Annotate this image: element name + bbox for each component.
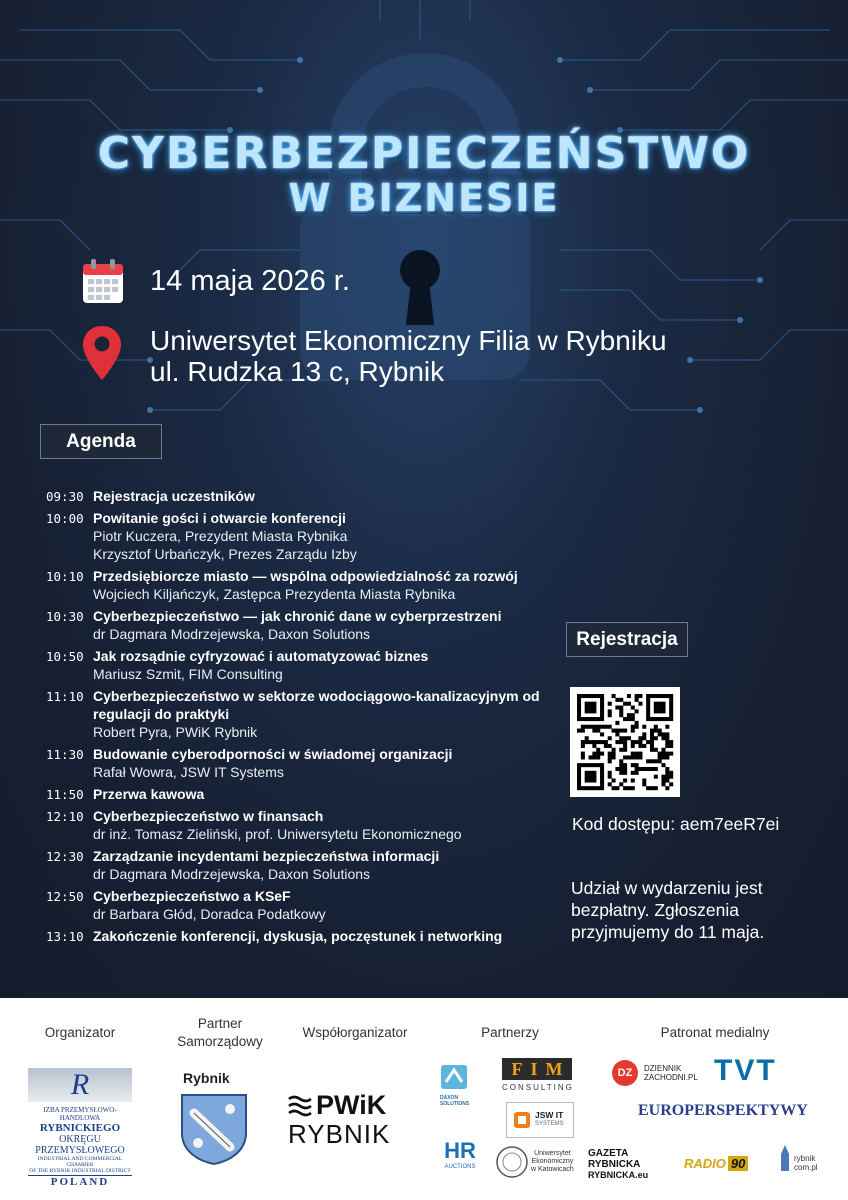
agenda-speaker: Wojciech Kiljańczyk, Zastępca Prezydenta Miasta Rybnika — [93, 586, 456, 602]
partners-label: Partnerzy — [481, 1025, 539, 1040]
agenda-title: Cyberbezpieczeństwo — jak chronić dane w cyberprzestrzeni — [93, 608, 502, 624]
agenda-time: 09:30 — [46, 489, 84, 504]
ue-line: Ekonomiczny — [531, 1158, 574, 1165]
agenda-item — [46, 607, 546, 643]
agenda-speaker: dr Dagmara Modrzejewska, Daxon Solutions — [93, 626, 371, 642]
hr-sub: AUCTIONS — [444, 1164, 476, 1170]
jsw-sub: SYSTEMS — [535, 1121, 564, 1127]
europerspektywy-logo: EUROPERSPEKTYWY — [638, 1102, 808, 1119]
ue-line: Uniwersytet — [534, 1150, 571, 1157]
location-row — [82, 325, 667, 387]
agenda-text — [93, 785, 204, 803]
location-line-2: ul. Rudzka 13 c, Rybnik — [150, 356, 445, 387]
agenda-text — [93, 847, 439, 883]
agenda-title: Powitanie gości i otwarcie konferencji — [93, 510, 346, 526]
agenda-time: 10:50 — [46, 649, 84, 664]
agenda-item — [46, 567, 546, 603]
agenda-time: 11:30 — [46, 747, 84, 762]
agenda-time: 12:50 — [46, 889, 84, 904]
agenda-item — [46, 785, 546, 803]
agenda-time: 10:30 — [46, 609, 84, 624]
agenda-speaker: Rafał Wowra, JSW IT Systems — [93, 764, 284, 780]
agenda-list — [46, 487, 546, 949]
agenda-speaker: Piotr Kuczera, Prezydent Miasta Rybnika — [93, 528, 348, 544]
rybnikcom-line: com.pl — [794, 1163, 818, 1172]
agenda-time: 11:50 — [46, 787, 84, 802]
agenda-text — [93, 567, 518, 603]
agenda-time: 12:10 — [46, 809, 84, 824]
agenda-text — [93, 745, 452, 781]
pwik-line-1: PWiK — [316, 1090, 387, 1120]
izba-line: POLAND — [28, 1175, 132, 1188]
agenda-title: Jak rozsądnie cyfryzować i automatyzować biznes — [93, 648, 429, 664]
izba-line: RYBNICKIEGO — [39, 1122, 121, 1134]
dz-mark: DZ — [612, 1060, 638, 1086]
agenda-item — [46, 509, 546, 563]
fim-logo — [502, 1058, 572, 1092]
izba-line: INDUSTRIAL AND COMMERCIAL CHAMBER — [37, 1156, 123, 1168]
partner-local-label — [170, 1015, 270, 1051]
agenda-title: Budowanie cyberodporności w świadomej organizacji — [93, 746, 453, 762]
agenda-text — [93, 807, 462, 843]
agenda-item — [46, 927, 546, 945]
daxon-logo — [440, 1064, 470, 1110]
location-line-1: Uniwersytet Ekonomiczny Filia w Rybniku — [150, 325, 667, 356]
agenda-speaker: Mariusz Szmit, FIM Consulting — [93, 666, 283, 682]
agenda-title: Cyberbezpieczeństwo a KSeF — [93, 888, 291, 904]
partner-local-label-line-2: Samorządowy — [177, 1034, 263, 1049]
izba-line: OKRĘGU PRZEMYSŁOWEGO — [35, 1134, 125, 1156]
hr-text: HR — [444, 1138, 476, 1163]
event-date: 14 maja 2026 r. — [150, 264, 350, 297]
agenda-time: 10:10 — [46, 569, 84, 584]
agenda-text — [93, 887, 326, 923]
fim-sub: CONSULTING — [502, 1083, 574, 1092]
rybnik-com-logo — [778, 1144, 818, 1172]
rybnikcom-line: rybnik — [794, 1154, 816, 1163]
hr-auctions-logo — [440, 1138, 480, 1170]
gazeta-rybnicka-logo — [588, 1148, 648, 1181]
church-tower-icon — [778, 1144, 792, 1172]
map-pin-icon — [82, 325, 122, 381]
ue-seal-icon — [496, 1146, 528, 1178]
agenda-heading: Agenda — [40, 424, 162, 459]
dziennik-zachodni-logo — [612, 1060, 698, 1086]
agenda-speaker: Krzysztof Urbańczyk, Prezes Zarządu Izby — [93, 546, 357, 562]
rybnik-crest-icon — [180, 1093, 248, 1165]
agenda-text — [93, 687, 546, 741]
gazeta-line: RYBNICKA.eu — [588, 1170, 649, 1180]
calendar-icon — [82, 258, 124, 304]
agenda-text — [93, 647, 428, 683]
agenda-title: Zarządzanie incydentami bezpieczeństwa informacji — [93, 848, 440, 864]
agenda-title: Zakończenie konferencji, dyskusja, poczęstunek i networking — [93, 928, 503, 944]
agenda-speaker: dr Barbara Głód, Doradca Podatkowy — [93, 906, 326, 922]
agenda-time: 13:10 — [46, 929, 84, 944]
agenda-text — [93, 927, 502, 945]
agenda-item — [46, 807, 546, 843]
organizer-label: Organizator — [44, 1025, 116, 1040]
ue-line: w Katowicach — [531, 1166, 574, 1173]
izba-logo — [28, 1068, 132, 1188]
pwik-logo — [288, 1090, 390, 1150]
agenda-item — [46, 647, 546, 683]
title-line-2: W BIZNESIE — [288, 176, 560, 220]
agenda-time: 11:10 — [46, 689, 84, 704]
agenda-time: 10:00 — [46, 511, 84, 526]
agenda-item — [46, 687, 546, 741]
daxon-mark-icon — [440, 1064, 468, 1090]
sponsors-footer — [0, 998, 848, 1200]
daxon-text: DAXON SOLUTIONS — [440, 1095, 470, 1107]
title-line-1: CYBERBEZPIECZEŃSTWO — [97, 128, 751, 179]
access-code: Kod dostępu: aem7eeR7ei — [572, 814, 780, 834]
radio-90-logo — [684, 1156, 748, 1171]
circuit-background — [0, 0, 848, 460]
agenda-text — [93, 509, 357, 563]
agenda-speaker: dr Dagmara Modrzejewska, Daxon Solutions — [93, 866, 371, 882]
dz-line: DZIENNIK — [644, 1064, 682, 1073]
dz-line: ZACHODNI.PL — [644, 1073, 698, 1082]
agenda-title: Cyberbezpieczeństwo w sektorze wodociągowo-kanalizacyjnym od regulacji do praktyki — [93, 688, 540, 722]
agenda-speaker: dr inż. Tomasz Zieliński, prof. Uniwersytetu Ekonomicznego — [93, 826, 462, 842]
agenda-title: Przedsiębiorcze miasto — wspólna odpowiedzialność za rozwój — [93, 568, 518, 584]
media-label: Patronat medialny — [660, 1025, 770, 1040]
izba-emblem: R — [28, 1068, 132, 1102]
registration-heading: Rejestracja — [566, 622, 688, 657]
gazeta-line: RYBNICKA — [588, 1159, 641, 1170]
coorganizer-label: Współorganizator — [302, 1025, 408, 1040]
registration-qr-code[interactable] — [570, 687, 680, 797]
jsw-mark-icon — [513, 1111, 531, 1129]
agenda-title: Cyberbezpieczeństwo w finansach — [93, 808, 324, 824]
agenda-text — [93, 487, 255, 505]
jsw-logo — [506, 1102, 574, 1138]
radio-num: 90 — [728, 1156, 748, 1171]
rybnik-label: Rybnik — [183, 1070, 230, 1086]
partner-local-label-line-1: Partner — [197, 1016, 243, 1031]
ue-katowice-logo — [496, 1146, 574, 1178]
agenda-item — [46, 847, 546, 883]
date-row — [82, 258, 350, 304]
agenda-title: Przerwa kawowa — [93, 786, 205, 802]
agenda-text — [93, 607, 501, 643]
tvt-logo: TVT — [714, 1054, 777, 1087]
gazeta-line: GAZETA — [588, 1148, 629, 1159]
waves-icon — [288, 1095, 312, 1117]
agenda-item — [46, 745, 546, 781]
qr-code-icon — [570, 687, 680, 797]
agenda-title: Rejestracja uczestników — [93, 488, 255, 504]
registration-note: Udział w wydarzeniu jest bezpłatny. Zgłoszenia przyjmujemy do 11 maja. — [571, 878, 765, 942]
izba-line: OF THE RYBNIK INDUSTRIAL DISTRICT — [29, 1168, 131, 1174]
agenda-speaker: Robert Pyra, PWiK Rybnik — [93, 724, 258, 740]
location-text — [150, 325, 667, 387]
izba-line: IZBA PRZEMYSŁOWO-HANDLOWA — [43, 1106, 117, 1122]
radio-text: RADIO — [684, 1156, 726, 1171]
jsw-text: JSW IT — [535, 1110, 564, 1120]
fim-text: FIM — [511, 1058, 571, 1079]
pwik-line-2: RYBNIK — [288, 1119, 391, 1149]
agenda-item — [46, 887, 546, 923]
agenda-item — [46, 487, 546, 505]
agenda-time: 12:30 — [46, 849, 84, 864]
